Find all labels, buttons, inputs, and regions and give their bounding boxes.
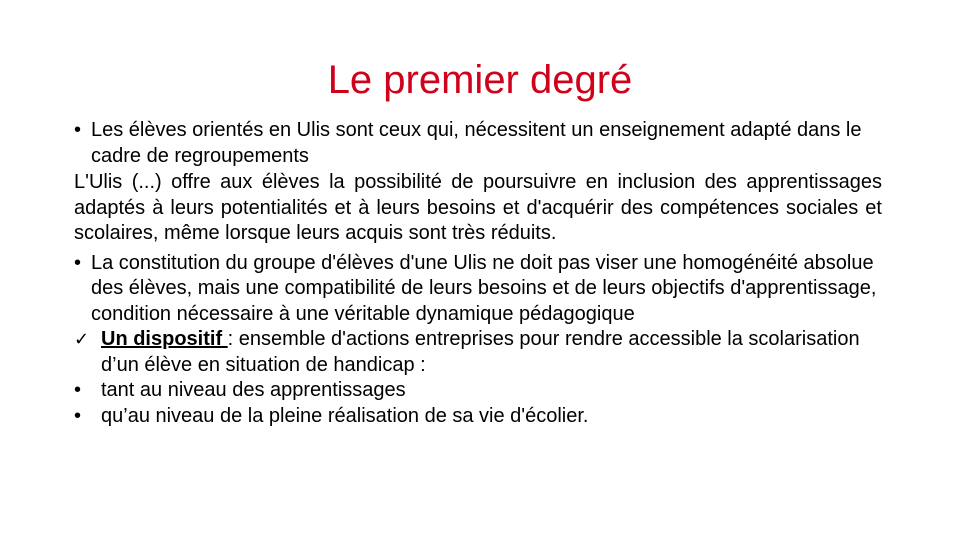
- bullet-icon: •: [74, 404, 82, 427]
- bullet-icon: •: [74, 119, 82, 141]
- list-item: [74, 118, 882, 169]
- list-item: [74, 251, 882, 328]
- checkmark-icon: ✓: [74, 329, 90, 349]
- list-item: [74, 327, 882, 378]
- bullet-icon: •: [74, 251, 82, 274]
- list-item: [74, 404, 882, 430]
- bullet-icon: •: [74, 379, 82, 401]
- term-underlined: Un dispositif: [101, 328, 228, 350]
- list-item-text: tant au niveau des apprentissages: [101, 379, 406, 401]
- list-item-text: Les élèves orientés en Ulis sont ceux qui, nécessitent un enseignement adapté dans le cadre de regroupements: [91, 119, 862, 167]
- slide-title: Le premier degré: [327, 58, 633, 102]
- list-item-text: : ensemble d'actions entreprises pour rendre accessible la scolarisation d’un élève en situation de handicap :: [101, 328, 860, 376]
- list-item-text: La constitution du groupe d'élèves d'une Ulis ne doit pas viser une homogénéité absolue des élèves, mais une compatibilité de leurs besoins et de leurs objectifs d'apprentissage, condition nécessaire à une véritable dynamique pédagogique: [91, 251, 877, 325]
- paragraph: L'Ulis (...) offre aux élèves la possibilité de poursuivre en inclusion des apprentissages adaptés à leurs potentialités et à leurs besoins et d'acquérir des compétences sociales et scolaires, même lorsque leurs acquis sont très réduits.: [74, 171, 882, 244]
- list-item-text: qu’au niveau de la pleine réalisation de sa vie d'écolier.: [101, 404, 589, 427]
- list-item: [74, 378, 882, 404]
- slide-body: [74, 118, 882, 429]
